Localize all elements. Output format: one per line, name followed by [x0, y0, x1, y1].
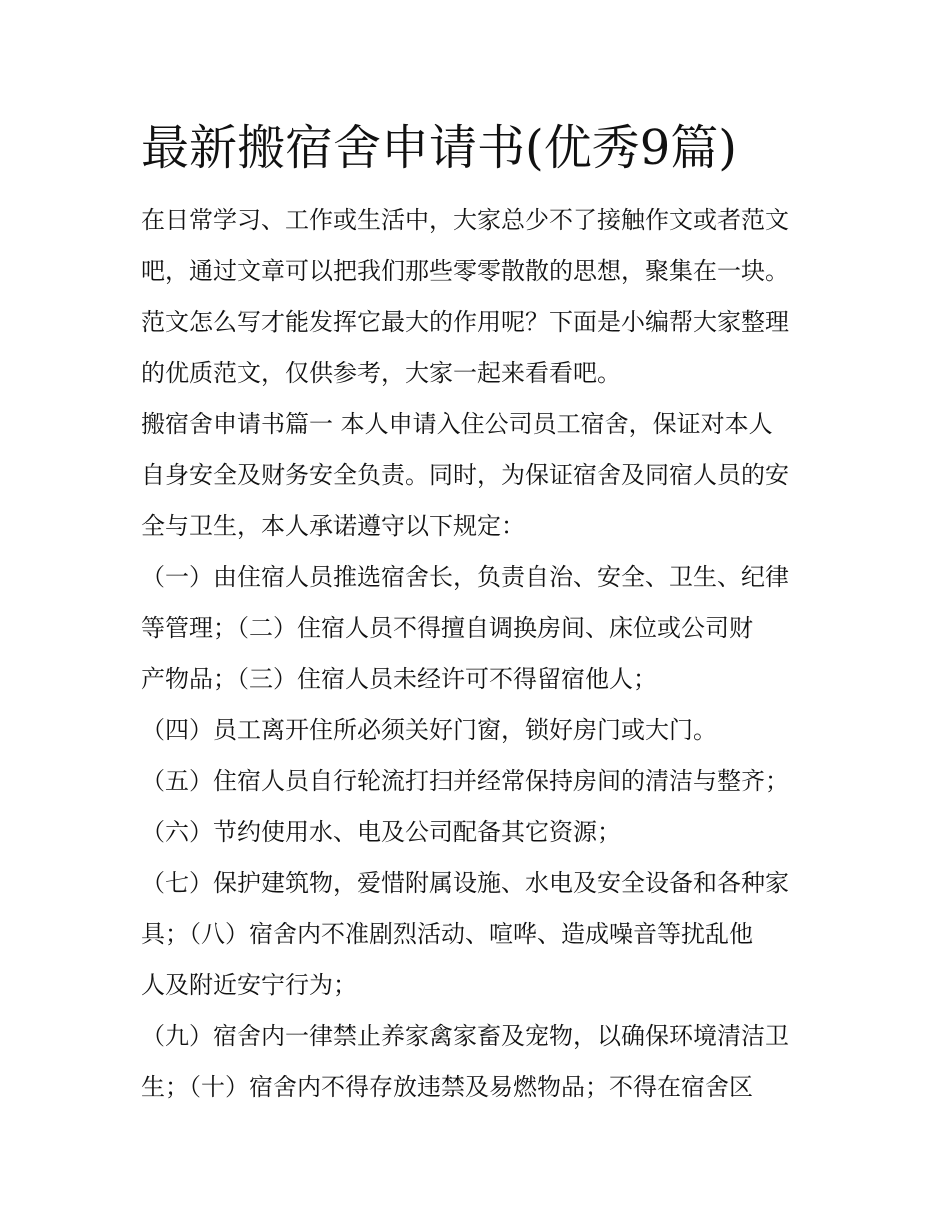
body-line-8: （一）由住宿人员推选宿舍长，负责自治、安全、卫生、纪律 [141, 563, 789, 591]
body-line-18: 生；（十）宿舍内不得存放违禁及易燃物品；不得在宿舍区 [141, 1073, 753, 1101]
body-line-10: 产物品；（三）住宿人员未经许可不得留宿他人； [141, 665, 657, 693]
body-line-2: 吧，通过文章可以把我们那些零零散散的思想，聚集在一块。 [141, 257, 789, 285]
body-line-15: 具；（八）宿舍内不准剧烈活动、喧哗、造成噪音等扰乱他 [141, 920, 753, 948]
document-title: 最新搬宿舍申请书(优秀9篇) [141, 120, 737, 176]
body-line-9: 等管理；（二）住宿人员不得擅自调换房间、床位或公司财 [141, 614, 753, 642]
body-line-4: 的优质范文，仅供参考，大家一起来看看吧。 [141, 359, 621, 387]
body-line-17: （九）宿舍内一律禁止养家禽家畜及宠物，以确保环境清洁卫 [141, 1022, 789, 1050]
body-line-5: 搬宿舍申请书篇一 本人申请入住公司员工宿舍，保证对本人 [141, 410, 773, 438]
body-line-12: （五）住宿人员自行轮流打扫并经常保持房间的清洁与整齐； [141, 767, 789, 795]
body-line-6: 自身安全及财务安全负责。同时，为保证宿舍及同宿人员的安 [141, 461, 789, 489]
body-line-3: 范文怎么写才能发挥它最大的作用呢？下面是小编帮大家整理 [141, 308, 789, 336]
body-line-11: （四）员工离开住所必须关好门窗，锁好房门或大门。 [141, 716, 717, 744]
body-line-1: 在日常学习、工作或生活中，大家总少不了接触作文或者范文 [141, 206, 789, 234]
body-line-7: 全与卫生，本人承诺遵守以下规定： [141, 512, 525, 540]
body-line-14: （七）保护建筑物，爱惜附属设施、水电及安全设备和各种家 [141, 869, 789, 897]
body-line-16: 人及附近安宁行为； [141, 971, 357, 999]
body-line-13: （六）节约使用水、电及公司配备其它资源； [141, 818, 621, 846]
